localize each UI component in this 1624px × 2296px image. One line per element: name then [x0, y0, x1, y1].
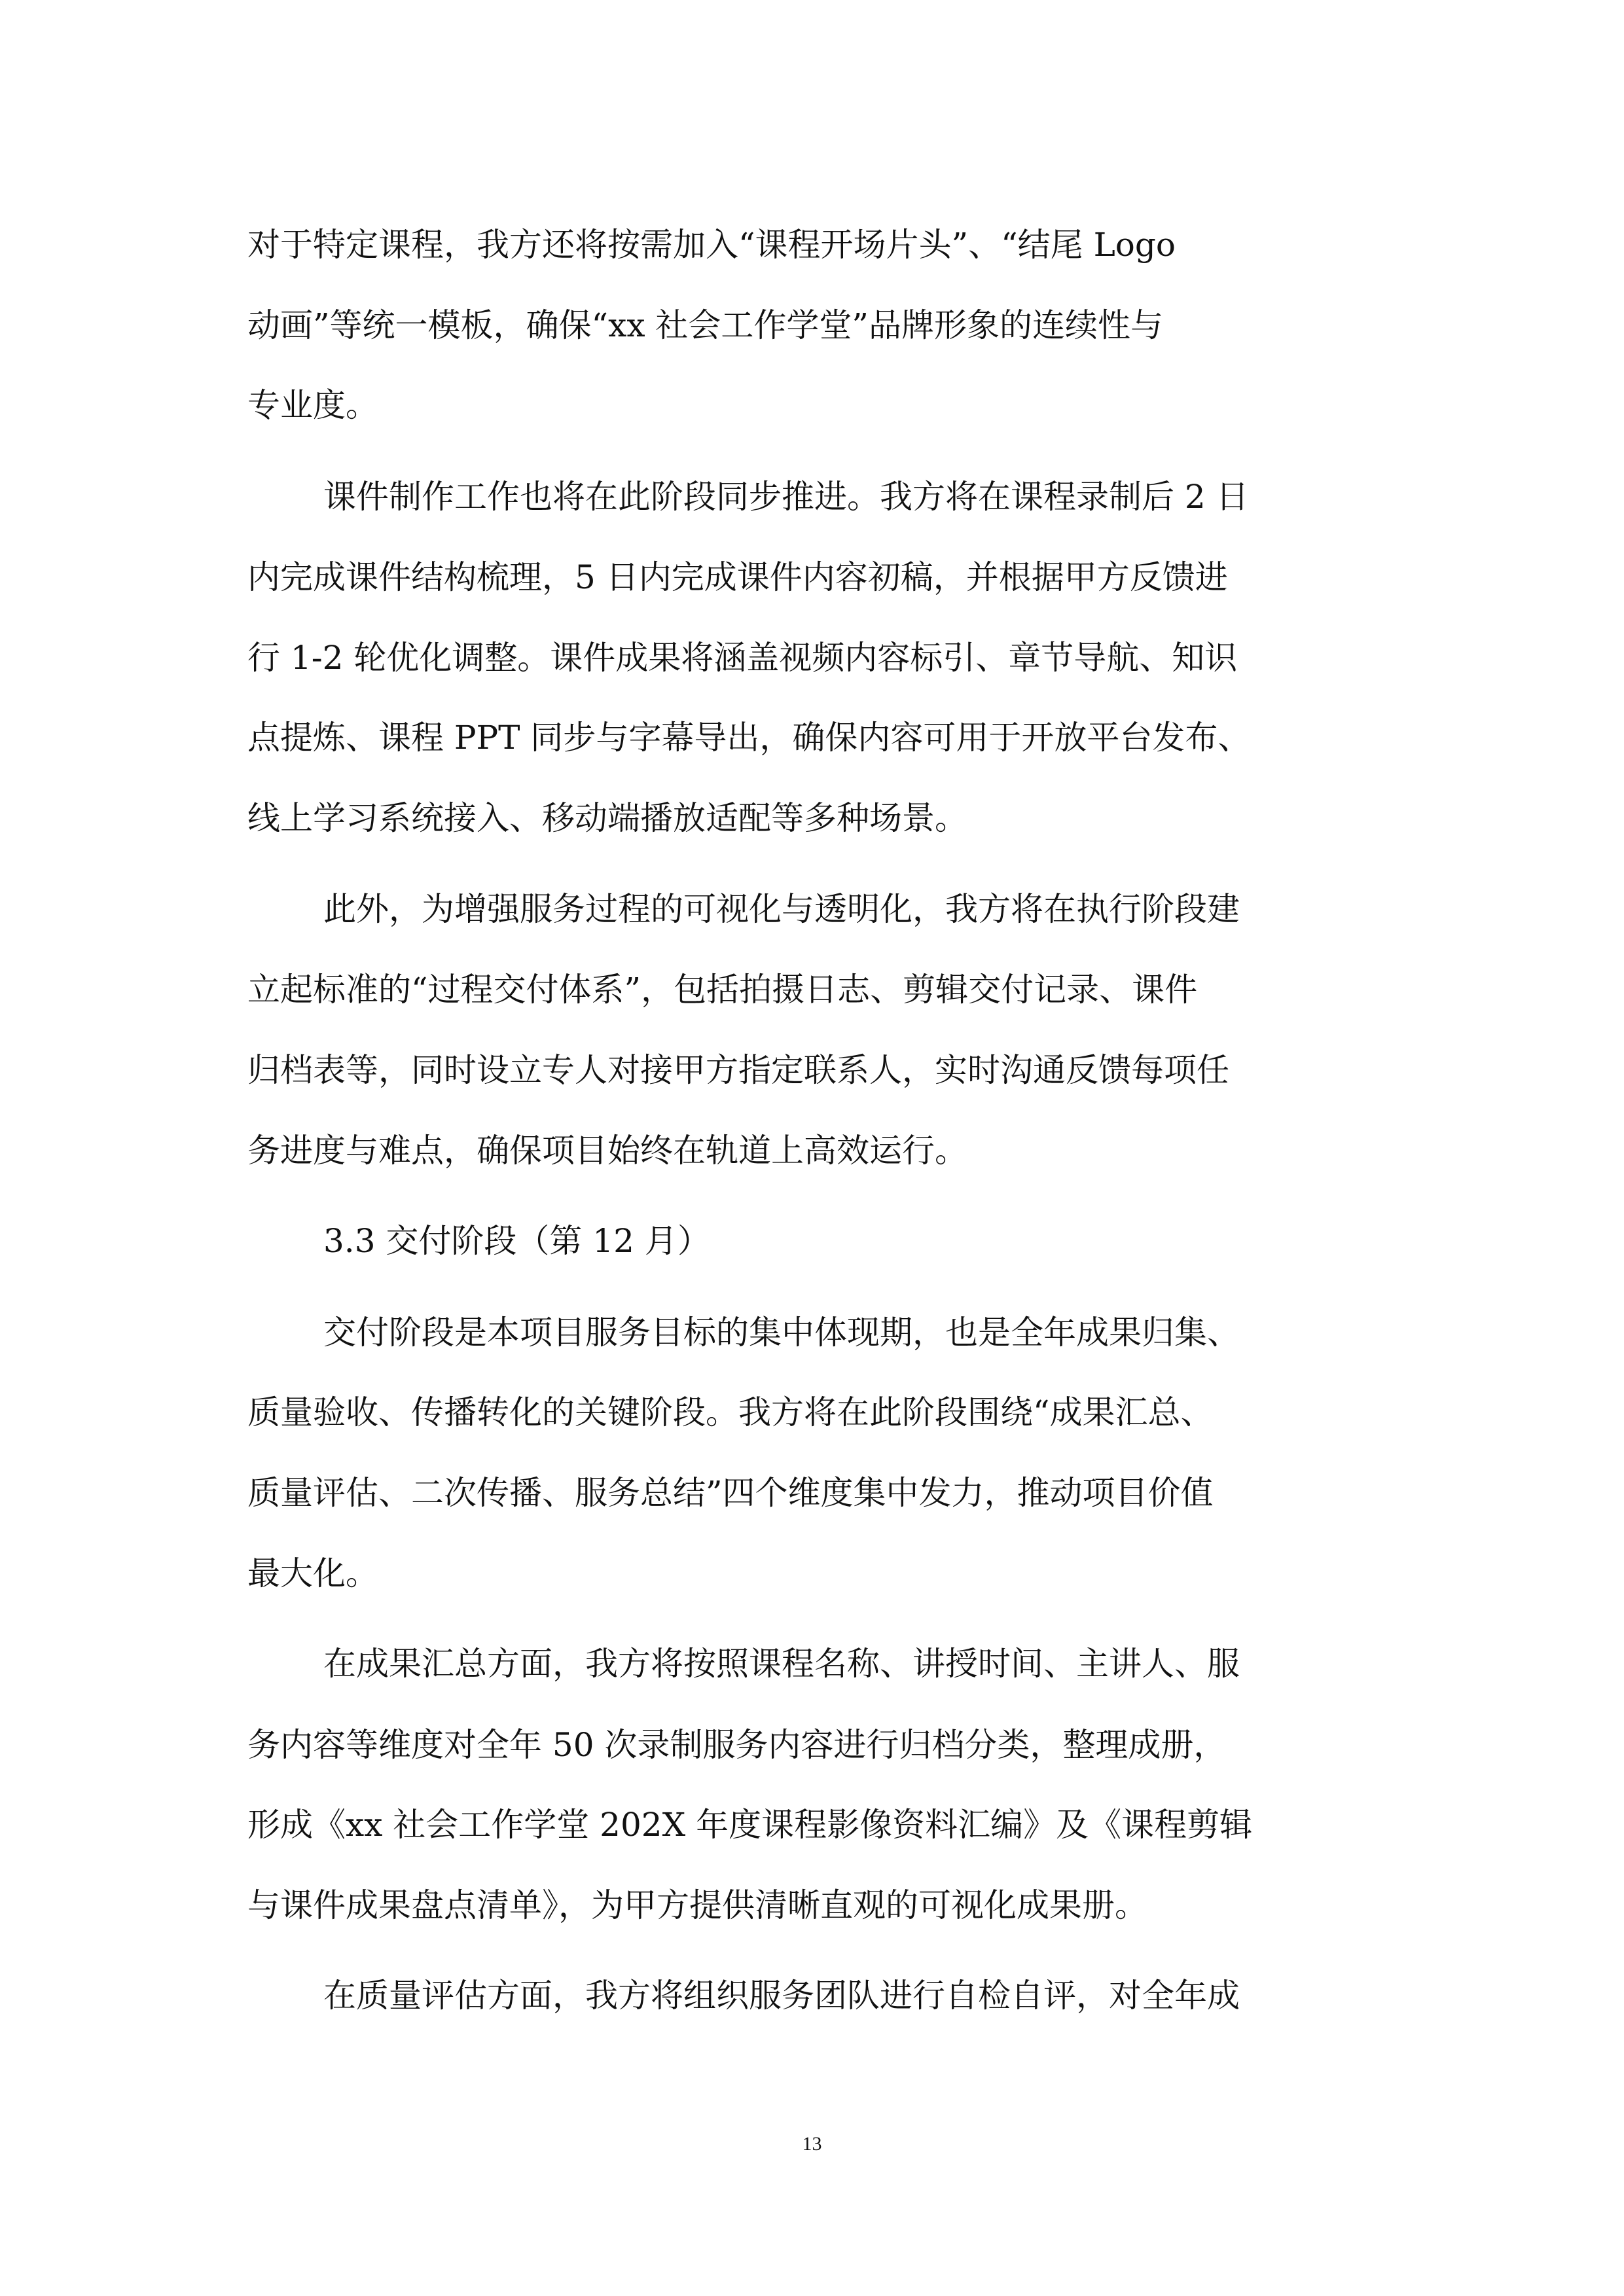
- paragraph-3-line-1: 此外，为增强服务过程的可视化与透明化，我方将在执行阶段建: [323, 890, 1240, 928]
- section-heading: 3.3 交付阶段（第 12 月）: [323, 1222, 710, 1260]
- paragraph-4-line-3: 质量评估、二次传播、服务总结”四个维度集中发力，推动项目价值: [247, 1474, 1214, 1512]
- paragraph-3-line-2: 立起标准的“过程交付体系”，包括拍摄日志、剪辑交付记录、课件: [247, 971, 1198, 1009]
- paragraph-1-line-2: 动画”等统一模板，确保“xx 社会工作学堂”品牌形象的连续性与: [247, 306, 1163, 344]
- paragraph-2-line-5: 线上学习系统接入、移动端播放适配等多种场景。: [247, 799, 967, 837]
- paragraph-2-line-3: 行 1-2 轮优化调整。课件成果将涵盖视频内容标引、章节导航、知识: [247, 639, 1238, 677]
- paragraph-5-line-2: 务内容等维度对全年 50 次录制服务内容进行归档分类，整理成册，: [247, 1726, 1227, 1764]
- paragraph-2-line-1: 课件制作工作也将在此阶段同步推进。我方将在课程录制后 2 日: [323, 478, 1249, 516]
- paragraph-3-line-4: 务进度与难点，确保项目始终在轨道上高效运行。: [247, 1132, 967, 1170]
- paragraph-5-line-4: 与课件成果盘点清单》，为甲方提供清晰直观的可视化成果册。: [247, 1886, 1147, 1924]
- paragraph-4-line-1: 交付阶段是本项目服务目标的集中体现期，也是全年成果归集、: [323, 1314, 1240, 1352]
- paragraph-5-line-3: 形成《xx 社会工作学堂 202X 年度课程影像资料汇编》及《课程剪辑: [247, 1806, 1253, 1844]
- paragraph-6-line-1: 在质量评估方面，我方将组织服务团队进行自检自评，对全年成: [323, 1977, 1240, 2015]
- paragraph-4-line-2: 质量验收、传播转化的关键阶段。我方将在此阶段围绕“成果汇总、: [247, 1393, 1214, 1431]
- paragraph-1-line-3: 专业度。: [247, 386, 378, 424]
- paragraph-2-line-2: 内完成课件结构梳理，5 日内完成课件内容初稿，并根据甲方反馈进: [247, 558, 1228, 596]
- paragraph-3-line-3: 归档表等，同时设立专人对接甲方指定联系人，实时沟通反馈每项任: [247, 1051, 1229, 1089]
- page-number: 13: [802, 2133, 822, 2155]
- paragraph-2-line-4: 点提炼、课程 PPT 同步与字幕导出，确保内容可用于开放平台发布、: [247, 719, 1251, 757]
- paragraph-5-line-1: 在成果汇总方面，我方将按照课程名称、讲授时间、主讲人、服: [323, 1645, 1240, 1683]
- paragraph-4-line-4: 最大化。: [247, 1554, 378, 1592]
- paragraph-1-line-1: 对于特定课程，我方还将按需加入“课程开场片头”、“结尾 Logo: [247, 226, 1176, 264]
